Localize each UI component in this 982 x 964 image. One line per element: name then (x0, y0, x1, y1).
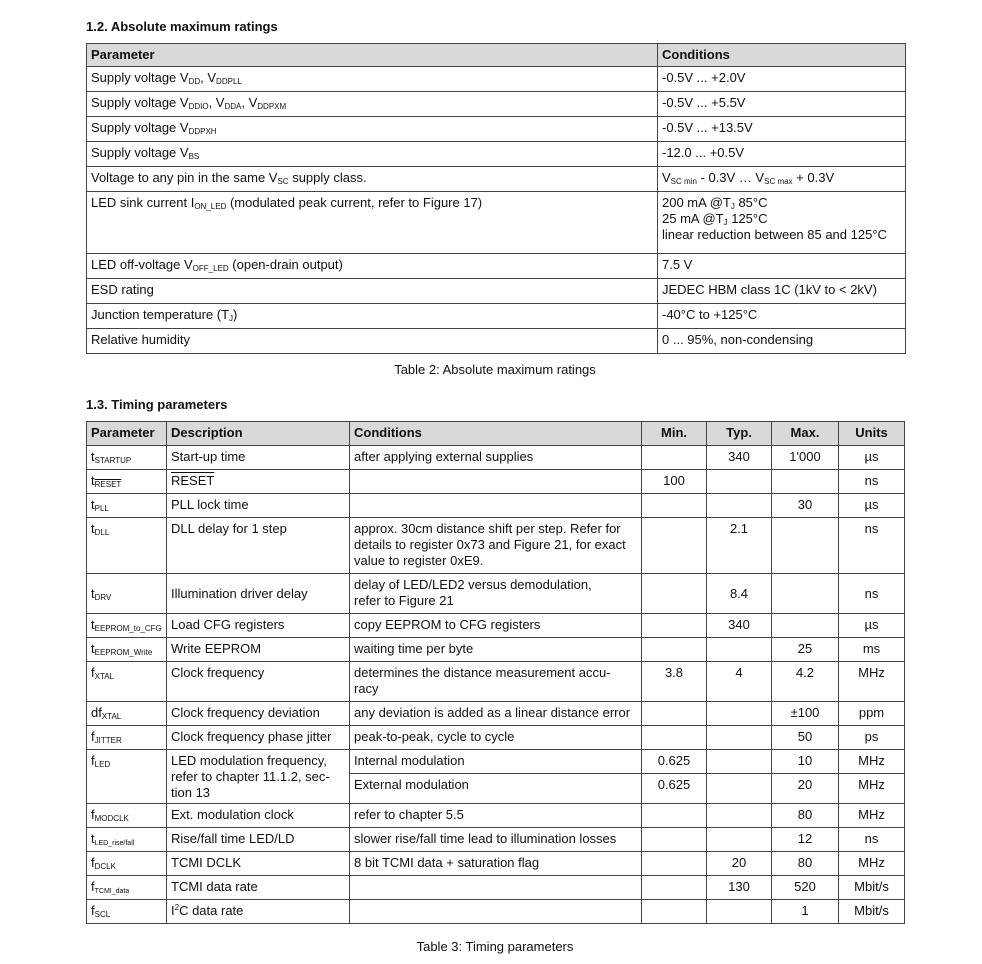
cell-typ (707, 470, 772, 494)
cell-conditions: -12.0 ... +0.5V (658, 142, 906, 167)
cell-max (772, 574, 839, 614)
cell-typ: 340 (707, 446, 772, 470)
cell-description: TCMI DCLK (167, 852, 350, 876)
cell-parameter: $t_{PLL}$ (87, 494, 167, 518)
cell-conditions: 7.5 V (658, 254, 906, 279)
cell-typ (707, 494, 772, 518)
table-row (87, 254, 906, 279)
cell-conditions: 8 bit TCMI data + saturation flag (350, 852, 642, 876)
header-parameter: Parameter (87, 44, 658, 67)
cell-conditions: 0 ... 95%, non-condensing (658, 329, 906, 354)
table-row (87, 804, 905, 828)
cell-parameter: Supply voltage $V_{DDPXH}$ (87, 117, 658, 142)
header-description: Description (167, 422, 350, 446)
section-title-absolute-max-ratings: 1.2. Absolute maximum ratings (86, 19, 278, 34)
cell-max: 1 (772, 900, 839, 924)
cell-parameter: Relative humidity (87, 329, 658, 354)
cell-min (642, 828, 707, 852)
cell-description: Clock frequency (167, 662, 350, 702)
table-row (87, 192, 906, 254)
cell-parameter: $t_{RESET}$ (87, 470, 167, 494)
table-row (87, 470, 905, 494)
cell-min (642, 638, 707, 662)
cell-max (772, 470, 839, 494)
cell-units: ps (839, 726, 905, 750)
table-row (87, 279, 906, 304)
cell-parameter: $f_{MODCLK}$ (87, 804, 167, 828)
table-row (87, 304, 906, 329)
table-row (87, 142, 906, 167)
cell-typ: 20 (707, 852, 772, 876)
cell-min (642, 614, 707, 638)
cell-parameter: $df_{XTAL}$ (87, 702, 167, 726)
cell-description: Rise/fall time LED/LD (167, 828, 350, 852)
table-header-row (87, 422, 905, 446)
cell-parameter: $f_{LED}$ (87, 750, 167, 804)
cell-max: ±100 (772, 702, 839, 726)
cell-conditions: copy EEPROM to CFG registers (350, 614, 642, 638)
table-row (87, 702, 905, 726)
cell-units: ns (839, 518, 905, 574)
cell-typ (707, 804, 772, 828)
cell-conditions: External modulation (350, 774, 642, 804)
cell-description: Clock frequency phase jitter (167, 726, 350, 750)
cell-units: MHz (839, 804, 905, 828)
table-row (87, 662, 905, 702)
cell-max: 80 (772, 804, 839, 828)
cell-parameter: $f_{TCMI\_data}$ (87, 876, 167, 900)
cell-min (642, 726, 707, 750)
cell-parameter: ESD rating (87, 279, 658, 304)
cell-units: µs (839, 446, 905, 470)
cell-parameter: $t_{DRV}$ (87, 574, 167, 614)
cell-description: DLL delay for 1 step (167, 518, 350, 574)
cell-parameter: $f_{XTAL}$ (87, 662, 167, 702)
cell-units: MHz (839, 852, 905, 876)
cell-conditions: approx. 30cm distance shift per step. Refer for details to register 0x73 and Figure 21, for exact value to register 0xE9. (350, 518, 642, 574)
cell-parameter: $f_{DCLK}$ (87, 852, 167, 876)
cell-description: Ext. modulation clock (167, 804, 350, 828)
cell-min (642, 702, 707, 726)
cell-conditions: any deviation is added as a linear distance error (350, 702, 642, 726)
cell-units: µs (839, 494, 905, 518)
cell-typ: 4 (707, 662, 772, 702)
cell-min (642, 852, 707, 876)
cell-conditions (350, 494, 642, 518)
cell-description: Start-up time (167, 446, 350, 470)
cell-description: TCMI data rate (167, 876, 350, 900)
cell-parameter: Voltage to any pin in the same $V_{SC}$ supply class. (87, 167, 658, 192)
table-row (87, 574, 905, 614)
table-row (87, 92, 906, 117)
cell-conditions: determines the distance measurement accu- racy (350, 662, 642, 702)
cell-parameter: Supply voltage $V_{DD}$, $V_{DDPLL}$ (87, 67, 658, 92)
cell-typ: 8.4 (707, 574, 772, 614)
cell-parameter: LED off-voltage $V_{OFF\_LED}$ (open-drain output) (87, 254, 658, 279)
cell-max: 20 (772, 774, 839, 804)
cell-typ (707, 900, 772, 924)
cell-max: 1'000 (772, 446, 839, 470)
cell-description: Clock frequency deviation (167, 702, 350, 726)
header-parameter: Parameter (87, 422, 167, 446)
cell-conditions (350, 900, 642, 924)
cell-conditions (350, 470, 642, 494)
cell-parameter: $f_{SCL}$ (87, 900, 167, 924)
header-conditions: Conditions (658, 44, 906, 67)
header-typ: Typ. (707, 422, 772, 446)
cell-typ (707, 702, 772, 726)
timing-parameters-table (86, 421, 905, 924)
cell-units: ms (839, 638, 905, 662)
cell-units: MHz (839, 774, 905, 804)
cell-description: RESET (167, 470, 350, 494)
cell-conditions (350, 876, 642, 900)
table-row (87, 876, 905, 900)
cell-typ (707, 774, 772, 804)
cell-conditions: after applying external supplies (350, 446, 642, 470)
cell-typ (707, 638, 772, 662)
cell-parameter: LED sink current $I_{ON\_LED}$ (modulated peak current, refer to Figure 17) (87, 192, 658, 254)
cell-typ (707, 828, 772, 852)
cell-typ (707, 726, 772, 750)
cell-parameter: $f_{JITTER}$ (87, 726, 167, 750)
cell-units: MHz (839, 750, 905, 774)
cell-max: 30 (772, 494, 839, 518)
header-max: Max. (772, 422, 839, 446)
section-title-timing-parameters: 1.3. Timing parameters (86, 397, 228, 412)
cell-units: ns (839, 470, 905, 494)
cell-conditions: -0.5V ... +2.0V (658, 67, 906, 92)
header-conditions: Conditions (350, 422, 642, 446)
cell-parameter: Supply voltage $V_{BS}$ (87, 142, 658, 167)
table-caption: Table 3: Timing parameters (416, 939, 574, 954)
cell-max: 4.2 (772, 662, 839, 702)
cell-min (642, 446, 707, 470)
cell-min: 100 (642, 470, 707, 494)
absolute-max-ratings-table (86, 43, 906, 354)
cell-max (772, 518, 839, 574)
cell-typ: 130 (707, 876, 772, 900)
table-row (87, 852, 905, 876)
cell-conditions: 200 mA $@T_J$ 85°C 25 mA $@T_J$ 125°C linear reduction between 85 and 125°C (658, 192, 906, 254)
table-row (87, 329, 906, 354)
cell-typ: 340 (707, 614, 772, 638)
cell-units: ns (839, 828, 905, 852)
table-row (87, 638, 905, 662)
table-row (87, 828, 905, 852)
table-row (87, 518, 905, 574)
cell-min (642, 876, 707, 900)
cell-units: ns (839, 574, 905, 614)
table-row (87, 900, 905, 924)
cell-conditions: -0.5V ... +13.5V (658, 117, 906, 142)
cell-conditions: -40°C to +125°C (658, 304, 906, 329)
cell-max: 10 (772, 750, 839, 774)
cell-conditions: delay of LED/LED2 versus demodulation, refer to Figure 21 (350, 574, 642, 614)
cell-min: 3.8 (642, 662, 707, 702)
cell-parameter: Junction temperature $(T_J)$ (87, 304, 658, 329)
cell-units: MHz (839, 662, 905, 702)
cell-conditions: refer to chapter 5.5 (350, 804, 642, 828)
table-row (87, 726, 905, 750)
cell-conditions: $V_{SC min} - 0.3V$ … $V_{SC max} + 0.3V$ (658, 167, 906, 192)
cell-min (642, 900, 707, 924)
cell-min: 0.625 (642, 774, 707, 804)
cell-units: Mbit/s (839, 900, 905, 924)
cell-description: Write EEPROM (167, 638, 350, 662)
cell-description: LED modulation frequency, refer to chapter 11.1.2, sec- tion 13 (167, 750, 350, 804)
cell-description: Illumination driver delay (167, 574, 350, 614)
cell-max: 80 (772, 852, 839, 876)
cell-typ (707, 750, 772, 774)
cell-conditions: slower rise/fall time lead to illumination losses (350, 828, 642, 852)
cell-description: Load CFG registers (167, 614, 350, 638)
cell-conditions: JEDEC HBM class 1C (1kV to < 2kV) (658, 279, 906, 304)
cell-min (642, 804, 707, 828)
cell-parameter: $t_{LED\_rise/fall}$ (87, 828, 167, 852)
table-caption: Table 2: Absolute maximum ratings (394, 362, 596, 377)
cell-typ: 2.1 (707, 518, 772, 574)
cell-conditions: Internal modulation (350, 750, 642, 774)
cell-max (772, 614, 839, 638)
cell-max: 12 (772, 828, 839, 852)
header-units: Units (839, 422, 905, 446)
header-min: Min. (642, 422, 707, 446)
table-row (87, 494, 905, 518)
table-row (87, 67, 906, 92)
cell-parameter: Supply voltage $V_{DDIO}$, $V_{DDA}$, $V_{DDPXM}$ (87, 92, 658, 117)
table-row (87, 167, 906, 192)
table-row (87, 117, 906, 142)
cell-conditions: peak-to-peak, cycle to cycle (350, 726, 642, 750)
cell-parameter: $t_{STARTUP}$ (87, 446, 167, 470)
cell-units: µs (839, 614, 905, 638)
cell-min (642, 494, 707, 518)
cell-max: 50 (772, 726, 839, 750)
cell-min: 0.625 (642, 750, 707, 774)
cell-conditions: -0.5V ... +5.5V (658, 92, 906, 117)
cell-max: 25 (772, 638, 839, 662)
cell-parameter: $t_{EEPROM\_Write}$ (87, 638, 167, 662)
cell-min (642, 574, 707, 614)
cell-description: $I^2C$ data rate (167, 900, 350, 924)
table-row (87, 446, 905, 470)
table-row (87, 614, 905, 638)
cell-description: PLL lock time (167, 494, 350, 518)
cell-conditions: waiting time per byte (350, 638, 642, 662)
table-row (87, 750, 905, 774)
cell-parameter: $t_{EEPROM\_to\_CFG}$ (87, 614, 167, 638)
cell-min (642, 518, 707, 574)
cell-max: 520 (772, 876, 839, 900)
cell-units: Mbit/s (839, 876, 905, 900)
cell-parameter: $t_{DLL}$ (87, 518, 167, 574)
table-header-row (87, 44, 906, 67)
cell-units: ppm (839, 702, 905, 726)
